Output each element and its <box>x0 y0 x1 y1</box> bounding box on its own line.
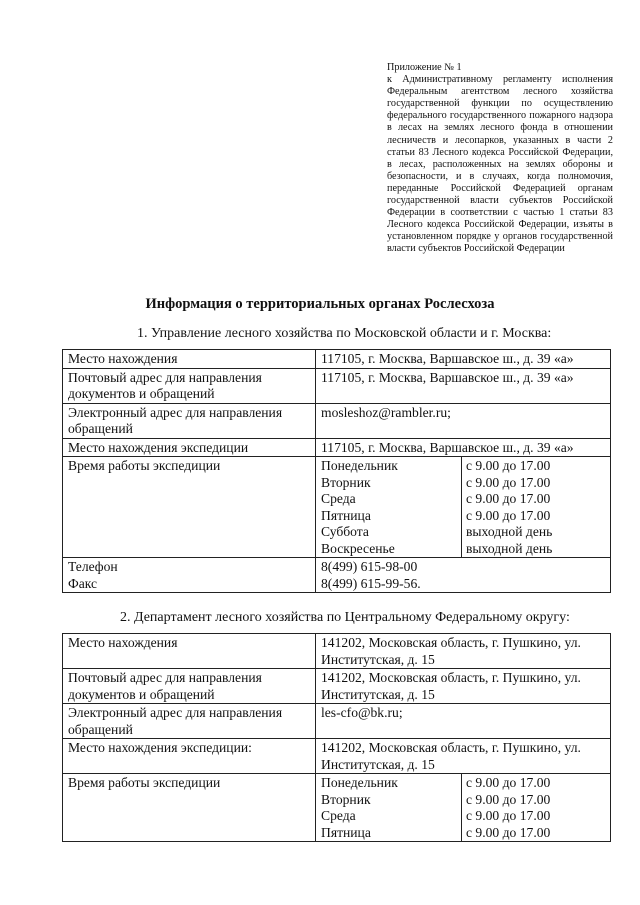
day-item: Пятница <box>321 507 371 523</box>
fax-value: 8(499) 615-99-56. <box>321 575 421 591</box>
time-item: с 9.00 до 17.00 <box>466 775 551 790</box>
schedule-cell <box>316 457 611 558</box>
table-row <box>63 634 611 669</box>
table-row <box>63 704 611 739</box>
day-item: Понедельник <box>321 775 398 790</box>
days-column <box>316 457 461 557</box>
day-item: Вторник <box>321 791 371 807</box>
schedule-cell <box>316 774 611 842</box>
day-item: Суббота <box>321 524 369 539</box>
section2-title: 2. Департамент лесного хозяйства по Центральному Федеральному округу: <box>120 610 570 625</box>
section1-title: 1. Управление лесного хозяйства по Московской области и г. Москва: <box>137 326 552 341</box>
location-label: Место нахождения <box>63 350 316 369</box>
time-item: с 9.00 до 17.00 <box>466 791 551 807</box>
day-item: Воскресенье <box>321 540 395 556</box>
location-value: 117105, г. Москва, Варшавское ш., д. 39 «а» <box>316 350 611 369</box>
email-value: les-cfo@bk.ru; <box>316 704 611 739</box>
time-item: с 9.00 до 17.00 <box>466 491 551 506</box>
email-value: mosleshoz@rambler.ru; <box>316 403 611 438</box>
table-row <box>63 368 611 403</box>
section1-table <box>62 349 611 593</box>
expedition-value: 117105, г. Москва, Варшавское ш., д. 39 «а» <box>316 438 611 457</box>
table-row <box>63 774 611 842</box>
times-column <box>461 457 610 557</box>
expedition-label: Место нахождения экспедиции <box>63 438 316 457</box>
table-row <box>63 739 611 774</box>
phone-fax-labels <box>63 558 316 593</box>
postal-label: Почтовый адрес для направления документов и обращений <box>63 368 316 403</box>
expedition-value: 141202, Московская область, г. Пушкино, ул. Институтская, д. 15 <box>316 739 611 774</box>
time-item: выходной день <box>466 540 553 556</box>
location-value: 141202, Московская область, г. Пушкино, ул. Институтская, д. 15 <box>316 634 611 669</box>
table-row <box>63 669 611 704</box>
appendix-text: к Административному регламенту исполнения Федеральным агентством лесного хозяйства государственной функции по осуществлению федерального государственного пожарного надзора в лесах на землях лесного фонда в отношении лесничеств и лесопарков, указанных в части 2 статьи 83 Лесного кодекса Российской Федерации, в лесах, расположенных на землях обороны и безопасности, и в случаях, когда полномочия, переданные Российской Федерацией органам государственной власти субъектов Российской Федерации в соответствии с частью 1 статьи 83 Лесного кодекса Российской Федерации, изъяты в установленном порядке у органов государственной власти субъектов Российской Федерации <box>387 74 613 255</box>
time-item: с 9.00 до 17.00 <box>466 824 551 840</box>
email-label: Электронный адрес для направления обращений <box>63 704 316 739</box>
fax-label: Факс <box>68 575 98 591</box>
location-label: Место нахождения <box>63 634 316 669</box>
table-row <box>63 558 611 593</box>
appendix-title: Приложение № 1 <box>387 62 462 73</box>
time-item: с 9.00 до 17.00 <box>466 507 551 523</box>
time-item: с 9.00 до 17.00 <box>466 474 551 490</box>
day-item: Среда <box>321 808 356 823</box>
day-item: Вторник <box>321 474 371 490</box>
table-row <box>63 350 611 369</box>
days-column <box>316 774 461 841</box>
table-row <box>63 403 611 438</box>
table-row <box>63 438 611 457</box>
time-item: с 9.00 до 17.00 <box>466 808 551 823</box>
times-column <box>461 774 610 841</box>
postal-value: 141202, Московская область, г. Пушкино, ул. Институтская, д. 15 <box>316 669 611 704</box>
time-item: с 9.00 до 17.00 <box>466 458 551 473</box>
appendix-block <box>387 62 613 256</box>
day-item: Среда <box>321 491 356 506</box>
expedition-label: Место нахождения экспедиции: <box>63 739 316 774</box>
section2-table <box>62 633 611 842</box>
postal-label: Почтовый адрес для направления документов и обращений <box>63 669 316 704</box>
document-heading: Информация о территориальных органах Рослесхоза <box>145 296 495 312</box>
phone-value: 8(499) 615-98-00 <box>321 559 418 574</box>
phone-fax-values <box>316 558 611 593</box>
time-item: выходной день <box>466 524 553 539</box>
hours-label: Время работы экспедиции <box>63 457 316 558</box>
postal-value: 117105, г. Москва, Варшавское ш., д. 39 «а» <box>316 368 611 403</box>
email-label: Электронный адрес для направления обращений <box>63 403 316 438</box>
day-item: Пятница <box>321 824 371 840</box>
phone-label: Телефон <box>68 559 118 574</box>
table-row <box>63 457 611 558</box>
hours-label: Время работы экспедиции <box>63 774 316 842</box>
day-item: Понедельник <box>321 458 398 473</box>
